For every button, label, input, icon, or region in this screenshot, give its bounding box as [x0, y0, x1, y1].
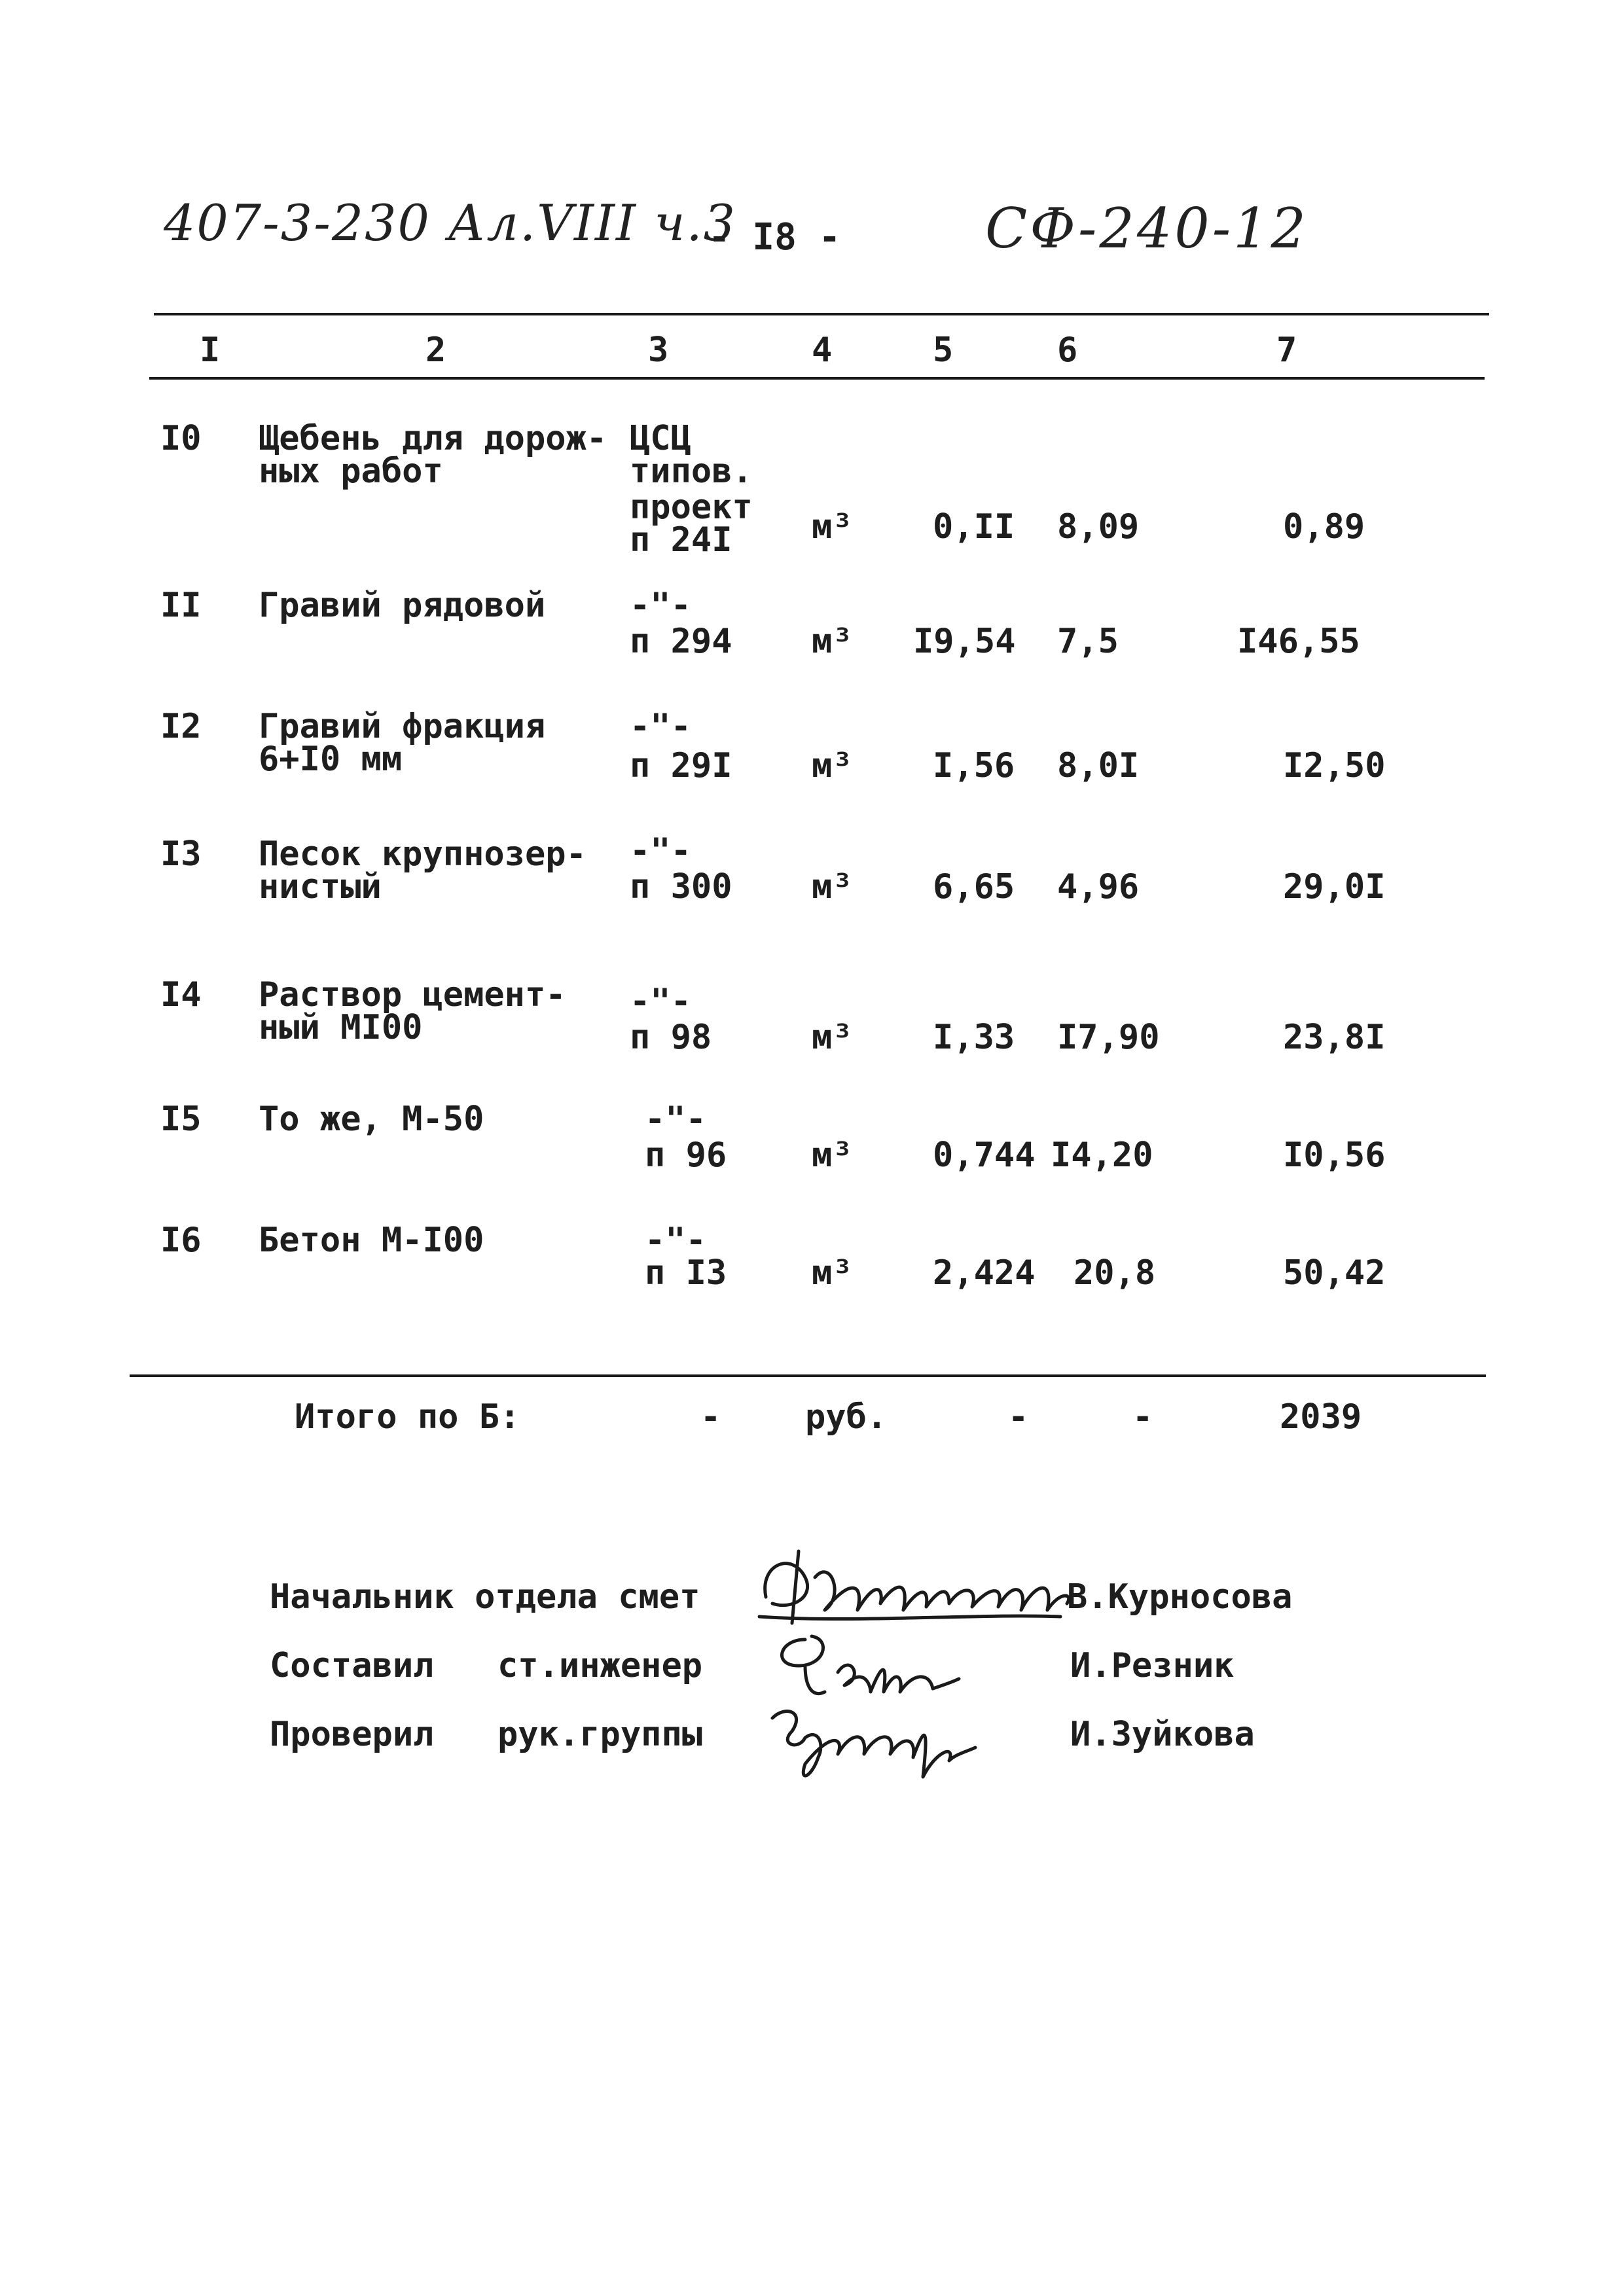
price-source: типов. [630, 452, 753, 491]
price-source: проект [630, 488, 753, 527]
line-total: 29,0I [1283, 867, 1386, 906]
page-number: - I8 - [708, 216, 841, 259]
row-number: I6 [160, 1221, 202, 1260]
item-name: Гравий рядовой [259, 586, 546, 625]
price-source: -"- [630, 707, 691, 746]
line-total: 23,8I [1283, 1018, 1386, 1057]
column-number-3: 3 [648, 331, 669, 370]
line-total: I0,56 [1283, 1136, 1386, 1175]
price-source: п 24I [630, 520, 732, 560]
item-name: Раствор цемент- [259, 975, 566, 1014]
total-unit: руб. [805, 1397, 888, 1437]
item-name: 6+I0 мм [259, 740, 403, 779]
item-name: Щебень для дорож- [259, 419, 607, 458]
price-source: -"- [645, 1221, 706, 1260]
signer-title: рук.группы [497, 1715, 703, 1754]
price-source: -"- [645, 1100, 706, 1139]
row-number: I4 [160, 975, 202, 1014]
signer-role: Составил [270, 1646, 434, 1685]
unit: м³ [812, 1018, 853, 1057]
unit-price: I4,20 [1051, 1136, 1153, 1175]
unit-price: 8,09 [1057, 507, 1140, 547]
price-source: ЦСЦ [630, 419, 691, 458]
unit: м³ [812, 867, 853, 906]
total-unit-price: - [1132, 1397, 1153, 1437]
price-source: п 96 [645, 1136, 727, 1175]
column-number-5: 5 [933, 331, 954, 370]
item-name: То же, М-50 [259, 1100, 484, 1139]
signer-name: И.Резник [1070, 1646, 1235, 1685]
price-source: -"- [630, 831, 691, 870]
column-number-1: I [200, 331, 221, 370]
price-source: п 300 [630, 867, 732, 906]
total-source: - [700, 1397, 721, 1437]
quantity: I,33 [933, 1018, 1015, 1057]
signer-name: И.Зуйкова [1070, 1715, 1255, 1754]
unit-price: I7,90 [1057, 1018, 1160, 1057]
unit: м³ [812, 1136, 853, 1175]
unit-price: 7,5 [1057, 622, 1119, 661]
total-quantity: - [1008, 1397, 1029, 1437]
quantity: 0,744 [933, 1136, 1036, 1175]
item-name: Бетон М-I00 [259, 1221, 484, 1260]
row-number: I3 [160, 834, 202, 874]
row-number: II [160, 586, 202, 625]
item-name: нистый [259, 867, 382, 906]
quantity: 6,65 [933, 867, 1015, 906]
quantity: I9,54 [913, 622, 1016, 661]
price-source: п 294 [630, 622, 732, 661]
series-code: СФ-240-12 [985, 196, 1308, 260]
unit-price: 8,0I [1057, 746, 1140, 785]
column-number-4: 4 [812, 331, 833, 370]
row-number: I5 [160, 1100, 202, 1139]
signer-name: В.Курносова [1067, 1577, 1293, 1617]
item-name: ный МI00 [259, 1008, 423, 1047]
quantity: 0,II [933, 507, 1015, 547]
line-total: I46,55 [1237, 622, 1360, 661]
column-number-2: 2 [425, 331, 446, 370]
unit: м³ [812, 746, 853, 785]
total-sum: 2039 [1280, 1397, 1362, 1437]
column-number-7: 7 [1276, 331, 1297, 370]
signer-role: Проверил [270, 1715, 434, 1754]
signature-zuykova [759, 1692, 982, 1790]
line-total: 0,89 [1283, 507, 1365, 547]
unit: м³ [812, 1253, 853, 1293]
price-source: п 98 [630, 1018, 712, 1057]
table-top-rule [154, 313, 1489, 315]
line-total: 50,42 [1283, 1253, 1386, 1293]
price-source: -"- [630, 586, 691, 625]
item-name: Гравий фракция [259, 707, 546, 746]
column-number-6: 6 [1057, 331, 1078, 370]
line-total: I2,50 [1283, 746, 1386, 785]
price-source: п I3 [645, 1253, 727, 1293]
unit: м³ [812, 622, 853, 661]
row-number: I0 [160, 419, 202, 458]
item-name: ных работ [259, 452, 443, 491]
unit: м³ [812, 507, 853, 547]
quantity: 2,424 [933, 1253, 1036, 1293]
signer-role: Начальник отдела смет [270, 1577, 700, 1617]
row-number: I2 [160, 707, 202, 746]
quantity: I,56 [933, 746, 1015, 785]
unit-price: 4,96 [1057, 867, 1140, 906]
total-rule [130, 1374, 1486, 1377]
item-name: Песок крупнозер- [259, 834, 586, 874]
unit-price: 20,8 [1074, 1253, 1156, 1293]
price-source: п 29I [630, 746, 732, 785]
header-bottom-rule [149, 377, 1485, 380]
document-code: 407-3-230 Ал.VIII ч.3 [164, 194, 736, 252]
price-source: -"- [630, 982, 691, 1021]
signer-title: ст.инженер [497, 1646, 703, 1685]
total-label: Итого по Б: [295, 1397, 520, 1437]
